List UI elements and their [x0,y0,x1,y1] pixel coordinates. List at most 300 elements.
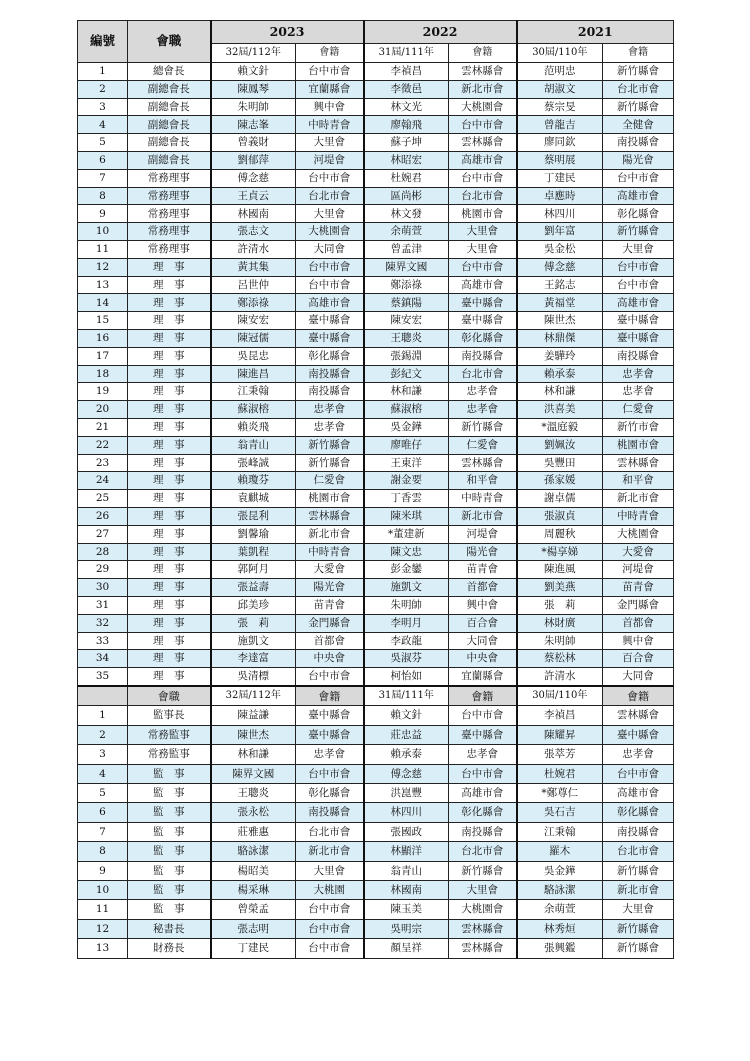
name-2022: 翁青山 [364,861,449,880]
club-2022: 台北市會 [449,842,517,861]
name-2023: 葉凱程 [211,543,296,561]
name-2022: 施凱文 [364,579,449,597]
club-2021: 河堤會 [603,561,674,579]
club-2021: 大同會 [603,668,674,686]
name-2022: 曾孟津 [364,240,449,258]
club-2023: 彰化縣會 [296,347,364,365]
table-row [78,543,674,561]
row-number: 15 [78,312,128,330]
club-2023: 臺中縣會 [296,725,364,744]
name-2021: *鄭尊仁 [517,784,603,803]
name-2023: 張 莉 [211,614,296,632]
name-2022: 陳文忠 [364,543,449,561]
table-row [78,223,674,241]
name-2023: 陳進昌 [211,365,296,383]
role-cell: 理 事 [128,561,211,579]
club-2022: 百合會 [449,614,517,632]
name-2022: 王聰炎 [364,329,449,347]
row-number: 34 [78,650,128,668]
name-2021: 朱明帥 [517,632,603,650]
row-number: 23 [78,454,128,472]
role-cell: 財務長 [128,939,211,958]
name-2021: 吳豐田 [517,454,603,472]
table-row [78,98,674,116]
role-cell: 副總會長 [128,134,211,152]
club-2023: 金門縣會 [296,614,364,632]
club-2021: 高雄市會 [603,784,674,803]
role-cell: 理 事 [128,632,211,650]
name-2023: 林國南 [211,205,296,223]
club-2021: 台中市會 [603,258,674,276]
role-cell: 監 事 [128,881,211,900]
club-2021: 新北市會 [603,881,674,900]
name-2022: 李明月 [364,614,449,632]
table-row [78,134,674,152]
name-2022: 謝金要 [364,472,449,490]
name-2023: 駱詠潔 [211,842,296,861]
table-row [78,614,674,632]
name-2022: 李徵邑 [364,80,449,98]
name-2022: 蘇子坤 [364,134,449,152]
role-cell: 監 事 [128,784,211,803]
name-2023: 劉郁萍 [211,151,296,169]
name-2023: 江秉翰 [211,383,296,401]
club-2023: 新竹縣會 [296,436,364,454]
club-2021: 新北市會 [603,490,674,508]
row-number: 5 [78,134,128,152]
name-2021: 林秀烜 [517,919,603,938]
club-2023: 新北市會 [296,525,364,543]
name-2023: 陳志峯 [211,116,296,134]
year-header-2021: 2021 [517,21,674,44]
club-2023: 臺中縣會 [296,706,364,725]
name-2023: 莊雅惠 [211,822,296,841]
table-row [78,650,674,668]
club-2022: 台中市會 [449,258,517,276]
name-2023: 許清水 [211,240,296,258]
club-2021: 新竹縣會 [603,939,674,958]
name-2023: 陳世杰 [211,725,296,744]
role-cell: 理 事 [128,454,211,472]
club-header: 會籍 [296,686,364,706]
role-cell: 理 事 [128,383,211,401]
name-2021: 曾龍吉 [517,116,603,134]
table-row [78,454,674,472]
club-2021: 南投縣會 [603,822,674,841]
club-2021: 南投縣會 [603,134,674,152]
role-cell: 常務監事 [128,725,211,744]
name-2022: 林文光 [364,98,449,116]
role-cell: 副總會長 [128,116,211,134]
name-2021: 姜驊玲 [517,347,603,365]
table-row [78,900,674,919]
club-header: 會籍 [296,44,364,63]
name-2021: 劉姵汝 [517,436,603,454]
name-2021: 張 莉 [517,596,603,614]
name-2023: 施凱文 [211,632,296,650]
club-2021: 台中市會 [603,276,674,294]
club-2022: 宜蘭縣會 [449,668,517,686]
row-number: 35 [78,668,128,686]
role-cell: 理 事 [128,472,211,490]
name-2023: 張昆利 [211,507,296,525]
club-2023: 興中會 [296,98,364,116]
name-2022: 陳玉美 [364,900,449,919]
row-number: 12 [78,919,128,938]
name-2021: 卓應時 [517,187,603,205]
role-cell: 監 事 [128,900,211,919]
club-2022: 中時青會 [449,490,517,508]
role-cell: 理 事 [128,258,211,276]
row-number: 20 [78,401,128,419]
club-2022: 臺中縣會 [449,725,517,744]
club-2023: 中時青會 [296,543,364,561]
supervisors-section [78,706,674,958]
club-2023: 苗青會 [296,596,364,614]
name-2021: 謝卓儒 [517,490,603,508]
club-2023: 大同會 [296,240,364,258]
role-cell: 理 事 [128,347,211,365]
name-2021: 張興鑑 [517,939,603,958]
role-cell: 理 事 [128,579,211,597]
name-2021: 丁建民 [517,169,603,187]
name-2022: 洪崑豐 [364,784,449,803]
table-row [78,861,674,880]
name-2021: 孫家媛 [517,472,603,490]
name-2021: 黃福堂 [517,294,603,312]
name-2022: 廖唯仔 [364,436,449,454]
name-2023: 李達富 [211,650,296,668]
table-row [78,116,674,134]
name-2023: 鄭添祿 [211,294,296,312]
role-cell: 監 事 [128,861,211,880]
club-2023: 臺中縣會 [296,312,364,330]
role-cell: 理 事 [128,525,211,543]
name-2022: 陳界文國 [364,258,449,276]
club-2023: 新竹縣會 [296,454,364,472]
club-2023: 彰化縣會 [296,784,364,803]
table-row [78,525,674,543]
name-2021: 吳石吉 [517,803,603,822]
name-2021: 余萌萱 [517,900,603,919]
club-2021: 高雄市會 [603,294,674,312]
name-2021: 劉美燕 [517,579,603,597]
club-2021: 忠孝會 [603,383,674,401]
club-2021: 台中市會 [603,169,674,187]
role-cell: 監事長 [128,706,211,725]
table-row [78,745,674,764]
role-cell: 常務理事 [128,187,211,205]
name-2022: 蔡鎮陽 [364,294,449,312]
name-2021: 杜婉君 [517,764,603,783]
table-row [78,258,674,276]
club-2023: 宜蘭縣會 [296,80,364,98]
table-row [78,187,674,205]
name-2021: 周麗秋 [517,525,603,543]
name-2023: 陳鳳琴 [211,80,296,98]
name-2021: 張萃芳 [517,745,603,764]
club-header: 會籍 [449,686,517,706]
name-2022: 陳安宏 [364,312,449,330]
row-number: 10 [78,223,128,241]
role-cell: 理 事 [128,276,211,294]
role-cell: 秘書長 [128,919,211,938]
name-2022: 林文發 [364,205,449,223]
row-number: 11 [78,900,128,919]
row-number: 2 [78,725,128,744]
row-number: 1 [78,63,128,81]
table-row [78,329,674,347]
name-2023: 張峰誠 [211,454,296,472]
club-2022: 台北市會 [449,187,517,205]
name-2023: 袁麒城 [211,490,296,508]
club-2021: 臺中縣會 [603,329,674,347]
supervisors-header-row [78,686,674,706]
row-number: 22 [78,436,128,454]
row-number: 4 [78,764,128,783]
club-2023: 大桃園會 [296,223,364,241]
table-row [78,418,674,436]
role-cell: 理 事 [128,312,211,330]
club-2021: 彰化縣會 [603,205,674,223]
name-2021: 羅木 [517,842,603,861]
table-row [78,803,674,822]
club-2022: 中央會 [449,650,517,668]
row-number: 3 [78,98,128,116]
table-row [78,294,674,312]
row-number: 16 [78,329,128,347]
row-number: 13 [78,276,128,294]
club-2023: 台中市會 [296,919,364,938]
name-2021: 王銘志 [517,276,603,294]
table-row [78,561,674,579]
name-2021: *楊享娣 [517,543,603,561]
name-2021: 蔡宗旻 [517,98,603,116]
table-row [78,881,674,900]
club-2022: 興中會 [449,596,517,614]
name-2023: 林和謙 [211,745,296,764]
name-2022: 朱明帥 [364,596,449,614]
club-2022: 首都會 [449,579,517,597]
table-row [78,706,674,725]
name-2022: 杜婉君 [364,169,449,187]
club-2022: 新北市會 [449,507,517,525]
name-2023: 劉馨瑜 [211,525,296,543]
row-number: 24 [78,472,128,490]
row-number: 9 [78,205,128,223]
club-2022: 彰化縣會 [449,329,517,347]
name-2022: 林和謙 [364,383,449,401]
club-2022: 忠孝會 [449,383,517,401]
table-row [78,579,674,597]
name-2023: 陳界文國 [211,764,296,783]
row-number: 26 [78,507,128,525]
name-2022: 林四川 [364,803,449,822]
role-cell: 總會長 [128,63,211,81]
table-row [78,151,674,169]
club-2021: 新竹縣會 [603,919,674,938]
club-2021: 大桃園會 [603,525,674,543]
club-2022: 雲林縣會 [449,134,517,152]
name-2021: 廖同欽 [517,134,603,152]
row-number: 33 [78,632,128,650]
name-2023: 陳冠儒 [211,329,296,347]
club-2022: 新竹縣會 [449,861,517,880]
table-row [78,596,674,614]
table-row [78,436,674,454]
club-2022: 河堤會 [449,525,517,543]
club-2022: 南投縣會 [449,822,517,841]
table-row [78,632,674,650]
club-2023: 台北市會 [296,822,364,841]
name-2022: 林昭宏 [364,151,449,169]
blank-header-cell [78,686,128,706]
club-2022: 臺中縣會 [449,294,517,312]
row-number: 14 [78,294,128,312]
role-cell: 理 事 [128,614,211,632]
table-row [78,725,674,744]
session-header: 30屆/110年 [517,686,603,706]
name-2022: 莊忠益 [364,725,449,744]
club-2023: 忠孝會 [296,418,364,436]
row-number: 7 [78,169,128,187]
name-2022: 王東洋 [364,454,449,472]
club-2022: 雲林縣會 [449,939,517,958]
table-row [78,347,674,365]
table-row [78,365,674,383]
club-2023: 台中市會 [296,169,364,187]
table-row [78,842,674,861]
club-2023: 台中市會 [296,63,364,81]
role-cell: 副總會長 [128,151,211,169]
club-2021: 雲林縣會 [603,454,674,472]
name-2023: 張志明 [211,919,296,938]
row-number: 4 [78,116,128,134]
role-cell: 理 事 [128,418,211,436]
table-row [78,312,674,330]
name-2023: 翁青山 [211,436,296,454]
role-cell: 副總會長 [128,80,211,98]
club-2023: 台中市會 [296,276,364,294]
role-cell: 理 事 [128,490,211,508]
name-2022: 張國政 [364,822,449,841]
name-2022: 吳明宗 [364,919,449,938]
session-header: 31屆/111年 [364,686,449,706]
role-cell: 理 事 [128,365,211,383]
name-2023: 曾義財 [211,134,296,152]
name-2023: 張益壽 [211,579,296,597]
club-2023: 大里會 [296,861,364,880]
club-2022: 台中市會 [449,706,517,725]
name-2021: 林鼎傑 [517,329,603,347]
club-2023: 台中市會 [296,668,364,686]
name-2021: 蔡明展 [517,151,603,169]
name-2023: 陳益謙 [211,706,296,725]
name-2022: 柯怡如 [364,668,449,686]
club-2022: 苗青會 [449,561,517,579]
role-cell: 監 事 [128,842,211,861]
club-2021: 高雄市會 [603,187,674,205]
club-2022: 雲林縣會 [449,454,517,472]
club-2023: 高雄市會 [296,294,364,312]
name-2021: 許清水 [517,668,603,686]
club-2022: 大桃園會 [449,900,517,919]
role-cell: 理 事 [128,507,211,525]
club-2022: 新竹縣會 [449,418,517,436]
name-2023: 王貞云 [211,187,296,205]
role-cell: 理 事 [128,329,211,347]
club-2021: 陽光會 [603,151,674,169]
club-2022: 大里會 [449,881,517,900]
table-row [78,472,674,490]
role-cell: 理 事 [128,436,211,454]
role-cell: 理 事 [128,668,211,686]
club-2023: 南投縣會 [296,383,364,401]
club-2023: 仁愛會 [296,472,364,490]
club-2022: 彰化縣會 [449,803,517,822]
role-cell: 監 事 [128,803,211,822]
table-row [78,939,674,958]
club-2021: 新竹縣會 [603,861,674,880]
row-number: 10 [78,881,128,900]
table-row [78,205,674,223]
club-2022: 忠孝會 [449,401,517,419]
name-2023: 黃其集 [211,258,296,276]
table-row [78,784,674,803]
club-2021: 雲林縣會 [603,706,674,725]
row-number: 8 [78,842,128,861]
club-2023: 首都會 [296,632,364,650]
name-2023: 楊采琳 [211,881,296,900]
session-header: 31屆/111年 [364,44,449,63]
name-2023: 吳昆忠 [211,347,296,365]
row-number: 9 [78,861,128,880]
club-2022: 南投縣會 [449,347,517,365]
name-2022: 賴文針 [364,706,449,725]
club-2022: 台中市會 [449,169,517,187]
row-number: 11 [78,240,128,258]
officers-table [77,20,674,959]
club-2021: 新竹縣會 [603,98,674,116]
row-number: 8 [78,187,128,205]
row-number: 2 [78,80,128,98]
club-2021: 台北市會 [603,80,674,98]
name-2021: 胡淑文 [517,80,603,98]
name-2022: 丁香雲 [364,490,449,508]
name-2022: 余萌萱 [364,223,449,241]
club-2023: 大里會 [296,205,364,223]
row-number: 31 [78,596,128,614]
name-2022: 區尚彬 [364,187,449,205]
club-header: 會籍 [603,686,674,706]
club-2023: 雲林縣會 [296,507,364,525]
name-2022: 張錫淵 [364,347,449,365]
row-number: 7 [78,822,128,841]
role-header: 會職 [128,21,211,63]
club-2023: 台中市會 [296,939,364,958]
name-2021: 江秉翰 [517,822,603,841]
role-cell: 常務監事 [128,745,211,764]
role-header: 會職 [128,686,211,706]
club-2022: 臺中縣會 [449,312,517,330]
club-2021: 南投縣會 [603,347,674,365]
role-cell: 理 事 [128,596,211,614]
name-2022: 吳金鏵 [364,418,449,436]
name-2021: 劉年富 [517,223,603,241]
role-cell: 理 事 [128,650,211,668]
name-2023: 張永松 [211,803,296,822]
name-2021: 吳金松 [517,240,603,258]
